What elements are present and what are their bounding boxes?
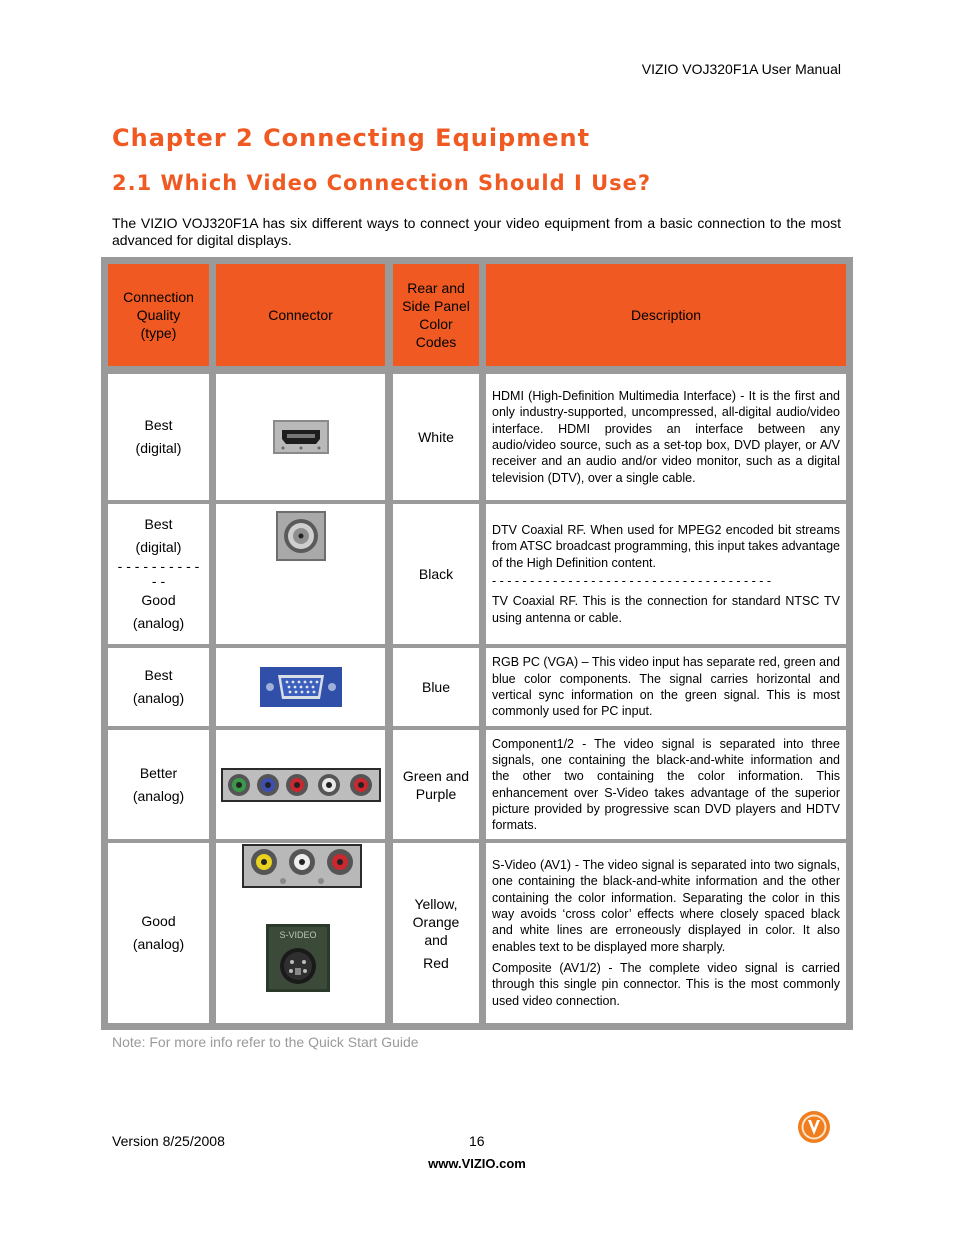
header-quality [108, 264, 209, 366]
header-description [486, 264, 846, 366]
quality-line: (analog) [132, 615, 185, 631]
row-coax-quality [108, 504, 209, 644]
description-text: Composite (AV1/2) - The complete video signal is carried through this single pin connector. This is the most commonly used video connection. [492, 960, 840, 1008]
row-component-color [393, 730, 479, 839]
description-text: TV Coaxial RF. This is the connection for standard NTSC TV using antenna or cable. [492, 594, 840, 625]
row-hdmi-quality [108, 374, 209, 500]
color-code: Black [418, 566, 454, 582]
quality-line: Good [141, 913, 176, 929]
description-text: DTV Coaxial RF. When used for MPEG2 encoded bit streams from ATSC broadcast programming, this input takes advantage of the High Definition content. [492, 523, 840, 570]
quality-line: Best [144, 516, 173, 532]
row-svideo-description [486, 843, 846, 1023]
header-connector-label: Connector [268, 307, 333, 323]
color-code: Yellow, Orange and [412, 895, 460, 948]
quality-line: (analog) [132, 690, 185, 706]
row-component-connector [216, 730, 385, 839]
quality-separator: - - - - - - - - - - [117, 558, 200, 574]
hdmi-port-icon [273, 420, 329, 454]
quality-line: (digital) [135, 539, 182, 555]
header-quality-label: Connection Quality (type) [123, 289, 194, 341]
vizio-logo-icon [797, 1110, 831, 1144]
row-coax-color [393, 504, 479, 644]
row-coax-description [486, 504, 846, 644]
row-hdmi-description [486, 374, 846, 500]
chapter-title: Chapter 2 Connecting Equipment [112, 124, 591, 152]
row-vga-color [393, 648, 479, 726]
header-connector [216, 264, 385, 366]
coaxial-rf-port-icon [276, 511, 326, 561]
quality-line: (digital) [135, 440, 182, 456]
row-vga-connector [216, 648, 385, 726]
quality-line: (analog) [132, 936, 185, 952]
header-color-codes [393, 264, 479, 366]
quality-line: (analog) [132, 787, 185, 804]
footer-version: Version 8/25/2008 [112, 1133, 225, 1149]
footer-website: www.VIZIO.com [428, 1156, 526, 1171]
connection-table [101, 257, 853, 1030]
row-vga-description [486, 648, 846, 726]
row-hdmi-color [393, 374, 479, 500]
header-description-label: Description [630, 307, 702, 323]
composite-ports-icon [242, 844, 362, 888]
row-vga-quality [108, 648, 209, 726]
svideo-port-icon [266, 924, 330, 992]
section-title: 2.1 Which Video Connection Should I Use? [112, 171, 652, 195]
row-svideo-quality [108, 843, 209, 1023]
quality-line: Good [141, 592, 176, 608]
page-number: 16 [469, 1133, 485, 1149]
intro-paragraph: The VIZIO VOJ320F1A has six different ways to connect your video equipment from a basic connection to the most advanced for digital displays. [112, 215, 841, 248]
quality-separator: - - [151, 573, 166, 589]
manual-title: VIZIO VOJ320F1A User Manual [641, 61, 841, 77]
quality-line: Best [144, 417, 173, 433]
svideo-label: S-VIDEO [279, 930, 317, 940]
component-ports-icon [221, 768, 381, 802]
color-code: White [418, 429, 454, 445]
row-hdmi-connector [216, 374, 385, 500]
note-text: Note: For more info refer to the Quick Start Guide [112, 1034, 419, 1050]
quality-line: Better [139, 764, 178, 781]
row-svideo-connector [216, 843, 385, 1023]
description-text: RGB PC (VGA) – This video input has separate red, green and blue color components. The signal carries horizontal and vertical sync information on the green signal. This is most commonly used for PC input. [492, 655, 840, 719]
description-separator: - - - - - - - - - - - - - - - - - - - - - - - - - - - - - - - - - - - - - [492, 574, 772, 588]
quality-line: Best [144, 667, 173, 683]
description-text: S-Video (AV1) - The video signal is separated into two signals, one containing the black-and-white information and the other containing the color information. Separating the color in this way avoids ‘cross color’ effects where closely spaced black and white lines are erroneously displayed in color. It also enables text to be displayed more sharply. [492, 858, 840, 954]
description-text: Component1/2 - The video signal is separated into three signals, one containing the black-and-white information and the other two containing the color information. This enhancement over S-Video takes advantage of the superior picture provided by progressive scan DVD players and HDTV formats. [492, 736, 840, 833]
description-text: HDMI (High-Definition Multimedia Interface) - It is the first and only industry-supported, uncompressed, all-digital audio/video interface. HDMI provides an interface between any audio/video source, such as a set-top box, DVD player, or A/V receiver and an audio and/or video monitor, such as a digital television (DTV), over a single cable. [492, 389, 840, 485]
header-color-codes-label: Rear and Side Panel Color Codes [402, 280, 470, 350]
row-component-quality [108, 730, 209, 839]
row-coax-connector [216, 504, 385, 644]
color-code: Green and Purple [402, 767, 470, 802]
vga-port-icon [260, 667, 342, 707]
row-component-description [486, 730, 846, 839]
row-svideo-color [393, 843, 479, 1023]
color-code: Red [423, 954, 449, 971]
color-code: Blue [421, 679, 451, 695]
